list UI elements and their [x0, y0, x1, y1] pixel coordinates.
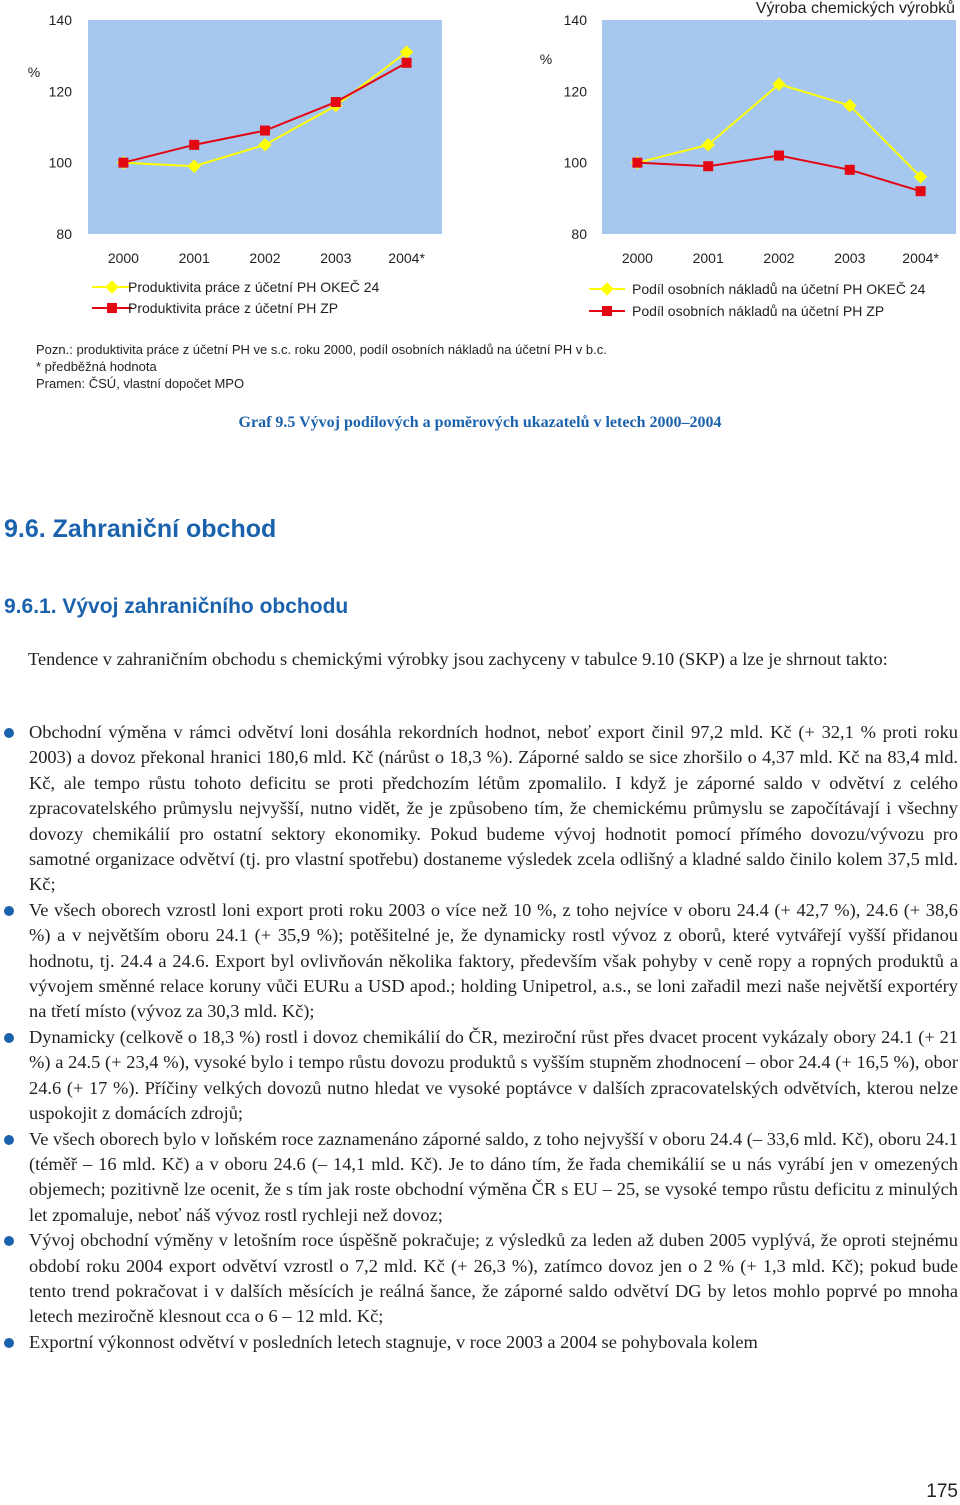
- x-tick-label: 2003: [834, 250, 866, 266]
- square-marker: [260, 126, 270, 136]
- bullet-dot-icon: [4, 728, 14, 738]
- bullet-text: Ve všech oborech vzrostl loni export proti roku 2003 o více než 10 %, z toho nejvíce v oboru 24.4 (+ 42,7 %), 24.6 (+ 38,6 %) a v největším oboru 24.1 (+ 35,9 %); potěšitelné je, že dynamicky rostl vývoz z oborů, které vytvářejí vyšší přidanou hodnotu, tj. 24.4 a 24.6. Export byl ovlivňován několika faktory, především však pohyby v ceně ropy a ropných produktů a vývojem směnné relace koruny vůči EURu a USD apod.; holding Unipetrol, a.s., se loni zařadil mezi naše největší exportéry na třetí místo (vývoz za 30,3 mld. Kč);: [29, 899, 958, 1022]
- square-marker: [118, 158, 128, 168]
- square-marker: [632, 158, 642, 168]
- bullet-item: [4, 1025, 958, 1127]
- note-preliminary: * předběžná hodnota: [36, 359, 157, 374]
- x-tick-label: 2001: [692, 250, 724, 266]
- bullet-text: Obchodní výměna v rámci odvětví loni dosáhla rekordních hodnot, neboť export činil 97,2 mld. Kč (+ 32,1 % proti roku 2003) a dovoz překonal hranici 180,6 mld. Kč (nárůst o 18,3 %). Záporné saldo se sice zhoršilo o 4,37 mld. Kč na 83,4 mld. Kč, ale tempo růstu tohoto deficitu se proti předchozím létům zpomalilo. I když je záporné saldo v odvětví z celého zpracovatelského průmyslu nejvyšší, nutno vidět, že je způsobeno tím, že chemickému průmyslu se započítávají i všechny dovozy chemikálií pro ostatní sektory ekonomiky. Pokud budeme vývoj hodnotit pomocí přímého dovozu/vývozu pro samotné organizace odvětví (tj. pro vlastní spotřebu) dostaneme výsledek zcela odlišný a kladné saldo činilo kolem 37,5 mld. Kč;: [29, 722, 958, 895]
- diamond-marker: [601, 283, 613, 295]
- bullet-dot-icon: [4, 1135, 14, 1145]
- bullet-item: [4, 898, 958, 1025]
- x-tick-label: 2002: [763, 250, 795, 266]
- bullet-dot-icon: [4, 906, 14, 916]
- figure-caption: Graf 9.5 Vývoj podílových a poměrových ukazatelů v letech 2000–2004: [238, 414, 722, 431]
- legend-label: Produktivita práce z účetní PH ZP: [128, 300, 339, 316]
- charts-figure: [0, 0, 960, 340]
- y-tick-label: 120: [48, 83, 72, 100]
- subsection-heading: 9.6.1. Vývoj zahraničního obchodu: [4, 595, 349, 618]
- bullet-dot-icon: [4, 1033, 14, 1043]
- y-tick-label: 80: [56, 226, 72, 242]
- y-tick-label: 140: [48, 12, 72, 28]
- y-tick-label: 140: [563, 12, 587, 28]
- x-tick-label: 2001: [178, 250, 210, 266]
- bullet-text: Exportní výkonnost odvětví v posledních letech stagnuje, v roce 2003 a 2004 se pohybovala kolem: [29, 1331, 758, 1352]
- square-marker: [774, 151, 784, 161]
- bullet-item: [4, 1330, 958, 1355]
- x-tick-label: 2004*: [388, 250, 425, 266]
- x-tick-label: 2000: [621, 250, 653, 266]
- y-axis-label: %: [27, 64, 41, 80]
- square-marker: [107, 303, 117, 313]
- y-tick-label: 80: [571, 226, 587, 242]
- note-pozn: Pozn.: produktivita práce z účetní PH ve s.c. roku 2000, podíl osobních nákladů na účetní PH v b.c.: [36, 342, 607, 357]
- bullet-text: Ve všech oborech bylo v loňském roce zaznamenáno záporné saldo, z toho nejvyšší v oboru 24.4 (– 33,6 mld. Kč), oboru 24.1 (téměř – 16 mld. Kč) a v oboru 24.6 (– 14,1 mld. Kč). Je to dáno tím, že řada chemikálií se u nás vyrábí jen v omezených objemech; pozitivně lze ocenit, že s tím jak roste obchodní výměna ČR s EU – 25, se vysoké tempo růstu deficitu z minulých let zpomaluje, neboť náš vývoz rostl rychleji než dovoz;: [29, 1128, 958, 1225]
- bullet-item: [4, 720, 958, 898]
- y-axis-label: %: [539, 51, 553, 67]
- bullet-list: [4, 720, 958, 1355]
- chart-personnel-costs: [540, 12, 956, 319]
- intro-paragraph: [4, 647, 958, 672]
- square-marker: [331, 97, 341, 107]
- x-tick-label: 2004*: [902, 250, 939, 266]
- intro-text: Tendence v zahraničním obchodu s chemickými výrobky jsou zachyceny v tabulce 9.10 (SKP) a lze je shrnout takto:: [28, 649, 888, 669]
- y-tick-label: 100: [563, 154, 587, 171]
- legend-label: Podíl osobních nákladů na účetní PH ZP: [632, 303, 885, 319]
- legend-label: Podíl osobních nákladů na účetní PH OKEČ 24: [632, 281, 926, 297]
- x-tick-label: 2002: [249, 250, 281, 266]
- bullet-dot-icon: [4, 1338, 14, 1348]
- square-marker: [402, 58, 412, 68]
- diamond-marker: [106, 281, 118, 293]
- plot-area: [602, 20, 956, 234]
- bullet-text: Dynamicky (celkově o 18,3 %) rostl i dovoz chemikálií do ČR, meziroční růst přes dvacet procent vykázaly obory 24.1 (+ 21 %) a 24.5 (+ 23,4 %), vysoké bylo i tempo růstu dovozu produktů s vyšším stupněm zhodnocení – obor 24.4 (+ 16,5 %), obor 24.6 (+ 17 %). Příčiny velkých dovozů nutno hledat ve vysoké poptávce v dalších zpracovatelských odvětvích, kterou nelze uspokojit z domácích zdrojů;: [29, 1026, 958, 1124]
- y-tick-label: 100: [48, 154, 72, 171]
- note-source: Pramen: ČSÚ, vlastní dopočet MPO: [36, 376, 245, 391]
- chart-productivity: [28, 12, 442, 316]
- square-marker: [189, 140, 199, 150]
- square-marker: [602, 306, 612, 316]
- bullet-dot-icon: [4, 1236, 14, 1246]
- section-heading: 9.6. Zahraniční obchod: [4, 515, 277, 543]
- square-marker: [845, 165, 855, 175]
- bullet-item: [4, 1228, 958, 1330]
- square-marker: [916, 186, 926, 196]
- y-tick-label: 120: [563, 83, 587, 100]
- legend-label: Produktivita práce z účetní PH OKEČ 24: [128, 279, 380, 295]
- bullet-item: [4, 1127, 958, 1229]
- x-tick-label: 2003: [320, 250, 352, 266]
- x-tick-label: 2000: [107, 250, 139, 266]
- square-marker: [703, 161, 713, 171]
- page-number: 175: [926, 1481, 958, 1502]
- bullet-text: Vývoj obchodní výměny v letošním roce úspěšně pokračuje; z výsledků za leden až duben 2005 vyplývá, že oproti stejnému období roku 2004 export odvětví vzrostl o 7,2 mld. Kč (+ 26,3 %), zatímco dovoz jen o 2 % (+ 1,3 mld. Kč); pokud bude tento trend pokračovat i v dalších měsících je reálná šance, že záporné saldo odvětví DG by letos mohlo poprvé po mnoha letech meziročně klesnout cca o 6 – 12 mld. Kč;: [29, 1230, 958, 1327]
- running-header: Výroba chemických výrobků: [755, 0, 955, 17]
- chart-notes: [36, 341, 607, 392]
